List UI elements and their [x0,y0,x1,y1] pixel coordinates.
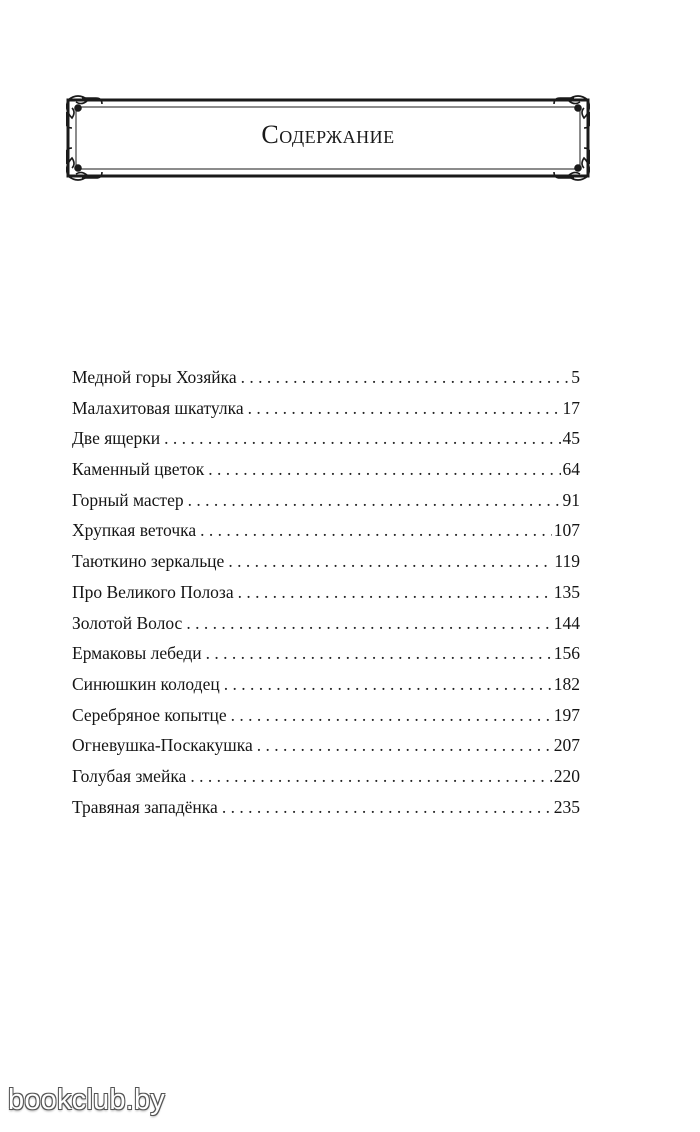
toc-leader-dots [186,608,551,639]
toc-entry[interactable] [72,423,580,454]
table-of-contents [72,362,580,822]
toc-leader-dots [208,454,560,485]
toc-entry-title: Горный мастер [72,489,184,510]
toc-entry-page: 197 [553,704,580,725]
toc-entry-page: 135 [553,581,580,602]
toc-entry-page: 45 [562,428,580,449]
toc-leader-dots [238,577,552,608]
toc-entry-page: 5 [571,367,580,387]
toc-leader-dots [190,761,551,792]
toc-entry-title: Ермаковы лебеди [72,643,202,664]
toc-entry-page: 91 [562,489,580,510]
toc-leader-dots [164,423,560,454]
toc-entry-title: Каменный цветок [72,459,205,480]
toc-entry-page: 17 [562,397,580,418]
toc-entry[interactable] [72,393,580,424]
toc-leader-dots [222,792,552,823]
toc-leader-dots [228,546,552,577]
toc-entry-title: Травяная западёнка [72,796,218,817]
toc-entry-title: Синюшкин колодец [72,673,220,694]
toc-leader-dots [188,485,561,516]
toc-entry-page: 64 [562,459,580,480]
toc-entry-page: 220 [553,765,580,786]
toc-leader-dots [200,515,552,546]
toc-entry-title: Про Великого Полоза [72,581,234,602]
toc-entry[interactable] [72,792,580,823]
toc-leader-dots [257,730,552,761]
page-title: Содержание [261,120,395,149]
toc-entry-page: 156 [553,643,580,664]
toc-entry-title: Хрупкая веточка [72,520,197,541]
toc-entry-page: 235 [553,796,580,817]
toc-entry[interactable] [72,362,580,393]
toc-entry-title: Золотой Волос [72,612,183,633]
toc-entry-title: Серебряное копытце [72,704,227,725]
toc-entry[interactable] [72,577,580,608]
toc-leader-dots [248,393,561,424]
toc-entry[interactable] [72,454,580,485]
toc-leader-dots [206,638,552,669]
toc-entry-title: Таюткино зеркальце [72,551,225,572]
toc-entry-title: Голубая змейка [72,765,187,786]
toc-entry-page: 182 [553,673,580,694]
toc-entry-page: 144 [553,612,580,633]
toc-entry-title: Малахитовая шкатулка [72,397,244,418]
toc-entry[interactable] [72,700,580,731]
toc-entry[interactable] [72,608,580,639]
toc-entry[interactable] [72,730,580,761]
toc-entry[interactable] [72,515,580,546]
toc-entry-title: Две ящерки [72,428,161,449]
toc-entry-title: Огневушка-Поскакушка [72,735,253,756]
toc-entry[interactable] [72,546,580,577]
toc-entry-title: Медной горы Хозяйка [72,367,237,387]
toc-leader-dots [231,700,552,731]
toc-leader-dots [224,669,552,700]
watermark: bookclub.by [8,1084,165,1116]
toc-entry[interactable] [72,761,580,792]
toc-entry[interactable] [72,485,580,516]
toc-entry-page: 207 [553,735,580,756]
title-frame [66,94,590,182]
toc-entry-page: 119 [554,551,580,572]
toc-leader-dots [241,362,570,393]
toc-entry[interactable] [72,669,580,700]
toc-entry[interactable] [72,638,580,669]
toc-entry-page: 107 [553,520,580,541]
